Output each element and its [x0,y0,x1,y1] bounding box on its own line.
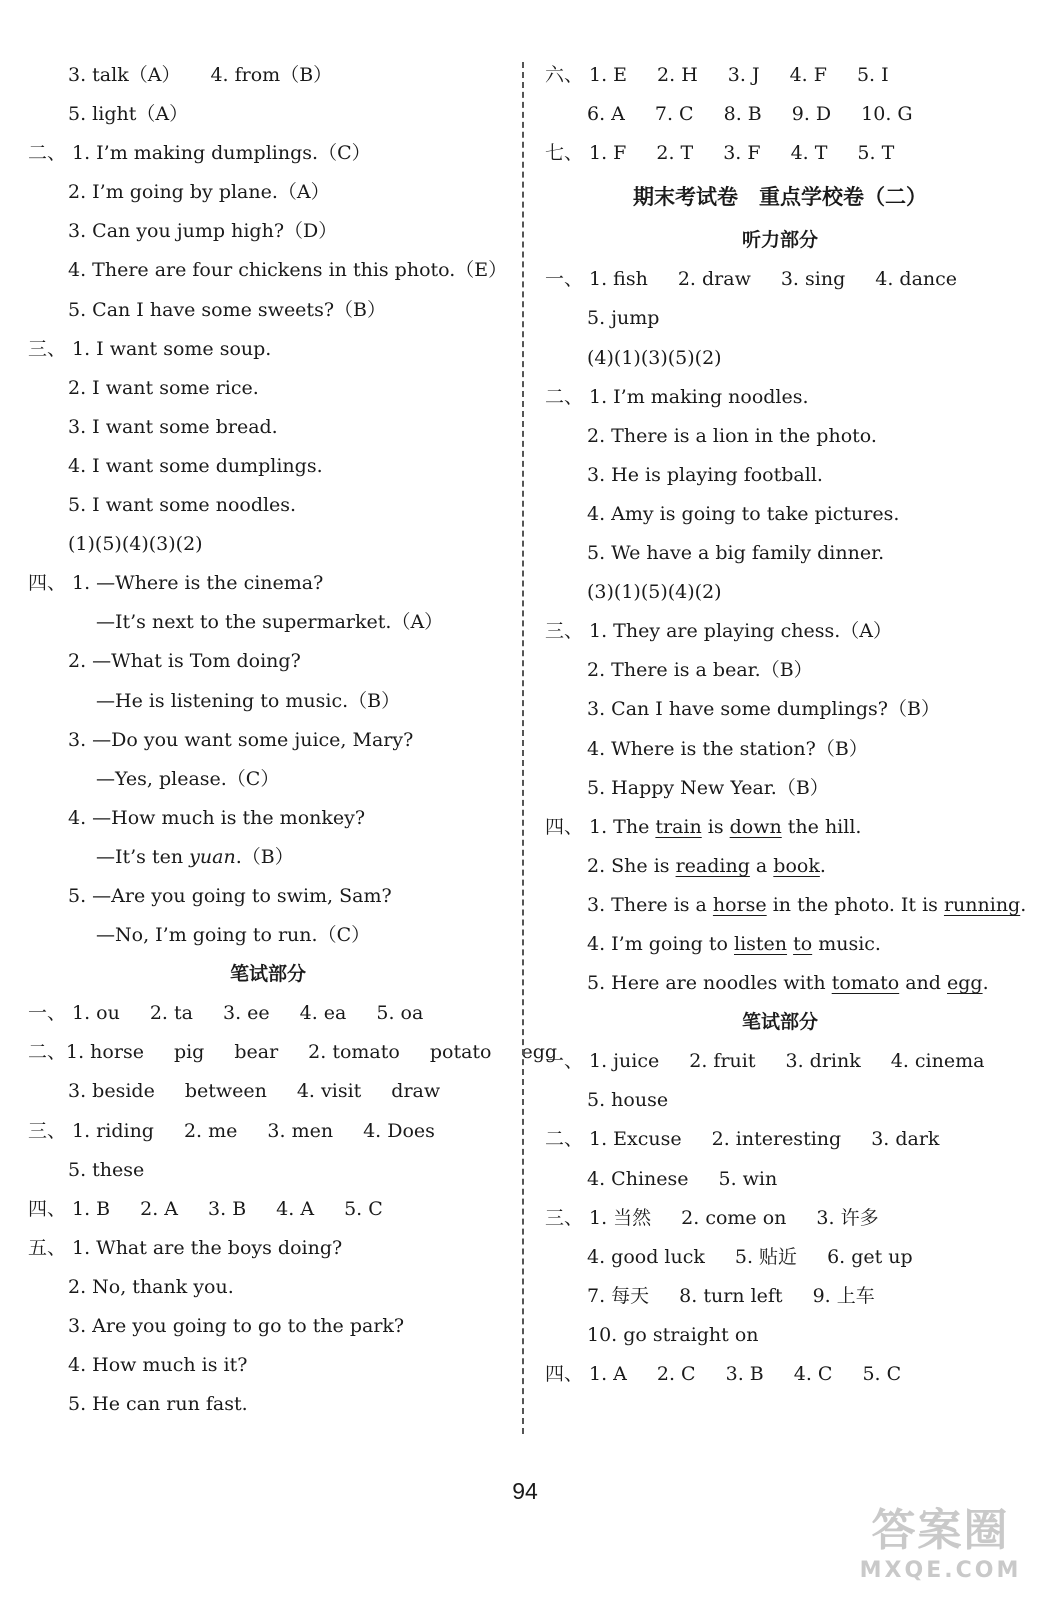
column-divider [522,62,524,1434]
question-number: 三、 [28,337,67,360]
underlined-answer: train [655,815,702,838]
answer-text: 2. She is reading a book. [587,854,826,877]
answer-line [545,769,1015,808]
answer-line [545,299,1015,338]
answer-line [28,877,508,916]
right-column [545,56,1027,1394]
answer-line [28,212,508,251]
answer-line [545,1081,1015,1120]
answer-line [545,456,1015,495]
answer-cell: 2. tomato [308,1041,400,1064]
answer-line [545,56,1015,95]
underlined-answer: reading [675,854,750,877]
answer-cell: 7. 每天 [587,1284,650,1307]
question-number: 五、 [28,1236,67,1259]
answer-line [28,486,508,525]
answer-text: 3. He is playing football. [587,463,823,486]
answer-line [545,690,1015,729]
answer-text: 5. these [68,1158,145,1181]
answer-line [28,408,508,447]
answer-line [545,730,1015,769]
underlined-answer: horse [712,893,767,916]
answer-line [545,1316,1015,1355]
answer-text: 5. Happy New Year.（B） [587,776,829,799]
answer-text: 3. Are you going to go to the park? [68,1315,405,1337]
watermark-logo [843,1504,1038,1592]
answer-text: 5. Here are noodles with tomato and egg. [587,972,989,995]
answer-line [28,799,508,838]
answer-line [28,1190,508,1229]
question-number: 六、 [545,64,584,86]
answer-cell: between [184,1080,267,1103]
answer-cell: 1. F [589,142,627,165]
question-number: 四、 [545,1363,584,1385]
answer-text: 5. house [587,1089,669,1112]
answer-text: 2. There is a bear.（B） [587,659,813,682]
answer-text: (4)(1)(3)(5)(2) [587,346,722,369]
answer-text: 3. —Do you want some juice, Mary? [68,728,414,751]
answer-line [28,1307,508,1346]
answer-line [545,1160,1015,1199]
question-number: 七、 [545,142,584,165]
question-number: 三、 [545,1206,584,1229]
answer-cell: 4. ea [299,1002,347,1025]
answer-text: 5. light（A） [68,103,189,126]
underlined-answer: to [793,932,813,955]
answer-line [28,525,508,564]
answer-line [28,369,508,408]
answer-text: 2. —What is Tom doing? [68,650,301,673]
answer-cell: 1. fish [589,268,648,291]
answer-cell: 1. E [589,64,628,86]
answer-cell: 8. turn left [679,1284,783,1307]
section-heading: 笔试部分 [741,1011,818,1034]
answer-line [28,564,508,603]
answer-cell: 1. B [72,1197,111,1220]
answer-cell: 6. A [587,103,625,126]
question-number: 三、 [545,620,584,643]
answer-cell: 4. good luck [587,1245,705,1268]
answer-line [28,642,508,681]
answer-line [28,721,508,760]
answer-cell: 2. A [140,1197,179,1220]
answer-text: 1. I’m making noodles. [589,385,809,408]
answer-line [545,612,1015,651]
answer-line [28,330,508,369]
answer-line [28,682,508,721]
answer-cell: 2. me [183,1119,238,1142]
answer-line [28,760,508,799]
answer-cell: 1. Excuse [589,1128,682,1151]
answer-line [28,1033,558,1072]
answer-cell: 6. get up [827,1245,913,1268]
answer-text: —It’s ten yuan.（B） [96,845,294,868]
answer-line [28,1346,508,1385]
italic-word: yuan [189,845,236,868]
answer-text: 5. He can run fast. [68,1393,248,1416]
answer-text: 4. —How much is the monkey? [68,806,366,829]
answer-cell: 3. J [727,64,760,86]
answer-text: 3. There is a horse in the photo. It is running. [587,893,1027,916]
answer-text: —It’s next to the supermarket.（A） [96,611,444,634]
answer-text: 3. I want some bread. [68,415,278,438]
answer-cell: 5. I [856,64,889,86]
answer-line [545,925,1015,964]
answer-text: 1. The train is down the hill. [589,815,862,838]
watermark-url: MXQE.COM [859,1558,1022,1583]
answer-line [28,916,508,955]
answer-text: 2. There is a lion in the photo. [587,424,877,447]
answer-line [28,173,508,212]
section-heading: 笔试部分 [229,963,306,986]
answer-cell: 1. ou [72,1002,120,1025]
answer-text: 2. I’m going by plane.（A） [68,181,330,204]
answer-cell: 3. talk（A） [68,64,181,86]
answer-line [545,95,1015,134]
answer-cell: 2. draw [677,268,751,291]
answer-cell: 1. riding [72,1119,154,1142]
answer-cell: 2. T [656,142,694,165]
answer-text: 1. They are playing chess.（A） [589,620,892,643]
answer-line [28,56,508,95]
answer-text: —Yes, please.（C） [96,767,280,790]
underlined-answer: running [943,893,1021,916]
answer-text: 4. I want some dumplings. [68,454,323,477]
answer-text: (3)(1)(5)(4)(2) [587,581,722,604]
answer-cell: 5. oa [376,1002,424,1025]
answer-cell: egg [521,1041,558,1064]
answer-text: 5. We have a big family dinner. [587,542,885,565]
answer-line [28,1268,508,1307]
answer-line [28,447,508,486]
answer-line [545,534,1015,573]
answer-cell: 4. dance [875,268,958,291]
answer-line [545,378,1015,417]
answer-line [545,651,1015,690]
answer-cell: 4. T [790,142,828,165]
answer-cell: 4. A [276,1197,315,1220]
answer-line [545,573,1015,612]
answer-text: 3. Can I have some dumplings?（B） [587,698,940,721]
answer-line [28,1072,508,1111]
answer-text: —No, I’m going to run.（C） [96,924,371,947]
question-number: 三、 [28,1119,67,1142]
answer-text: 4. I’m going to listen to music. [587,932,881,955]
question-number: 二、 [28,142,67,165]
question-number: 二、 [545,1128,584,1151]
question-number: 一、 [28,1002,67,1025]
answer-line [28,95,508,134]
answer-cell: 4. F [789,64,827,86]
answer-cell: 1. horse [66,1041,144,1064]
answer-line [545,1238,1015,1277]
answer-cell: 2. fruit [689,1050,756,1073]
answer-line [28,838,508,877]
answer-line [28,291,508,330]
answer-cell: 10. G [861,103,913,126]
answer-cell: 9. D [791,103,832,126]
answer-text: 4. How much is it? [68,1354,248,1377]
underlined-answer: book [773,854,820,877]
answer-cell: 5. win [718,1167,778,1190]
answer-line [545,495,1015,534]
answer-text: 3. Can you jump high?（D） [68,220,338,243]
answer-line [28,134,508,173]
answer-cell: 4. cinema [890,1050,985,1073]
answer-line [545,134,1015,173]
answer-cell: 3. ee [222,1002,270,1025]
answer-text: 1. What are the boys doing? [72,1236,343,1259]
answer-cell: 1. 当然 [589,1206,652,1229]
answer-cell: 2. C [656,1363,696,1385]
answer-line [28,1385,508,1424]
answer-cell: 3. B [725,1363,764,1385]
answer-text: 5. —Are you going to swim, Sam? [68,884,392,907]
answer-line [545,339,1015,378]
answer-text: 1. —Where is the cinema? [72,572,324,595]
answer-text: 5. I want some noodles. [68,494,297,517]
answer-text: 1. I’m making dumplings.（C） [72,142,371,165]
question-number: 四、 [28,572,67,595]
exam-title: 期末考试卷 重点学校卷（二） [633,185,927,210]
answer-cell: 1. A [589,1363,627,1385]
underlined-answer: egg [947,972,983,995]
underlined-answer: tomato [831,972,900,995]
answer-cell: 2. ta [149,1002,193,1025]
answer-cell: draw [391,1080,441,1103]
answer-line [28,603,508,642]
question-number: 二、 [28,1041,67,1064]
question-number: 二、 [545,385,584,408]
answer-line [545,417,1015,456]
answer-line [545,964,1015,1003]
answer-cell: 3. sing [780,268,846,291]
section-heading: 听力部分 [741,229,818,252]
answer-cell: 3. 许多 [816,1206,879,1229]
answer-cell: 7. C [654,103,694,126]
question-number: 一、 [545,1050,584,1073]
question-number: 四、 [28,1197,67,1220]
answer-cell: 4. visit [296,1080,362,1103]
answer-cell: 1. juice [589,1050,660,1073]
answer-line [28,251,508,290]
left-column [28,56,558,1424]
answer-text: 5. Can I have some sweets?（B） [68,298,386,321]
answer-cell: 5. C [862,1363,902,1385]
answer-line [28,994,508,1033]
underlined-answer: listen [734,932,788,955]
answer-line [545,886,1027,925]
answer-cell: pig [173,1041,205,1064]
answer-cell: potato [429,1041,492,1064]
answer-cell: 5. 贴近 [734,1245,798,1268]
answer-cell: 9. 上车 [812,1284,875,1307]
answer-text: 1. I want some soup. [72,337,272,360]
answer-text: 4. Where is the station?（B） [587,737,868,760]
answer-cell: 4. C [793,1363,833,1385]
answer-cell: 8. B [723,103,762,126]
answer-text: 10. go straight on [587,1323,759,1346]
page-number: 94 [512,1478,538,1504]
answer-text: —He is listening to music.（B） [96,689,401,712]
answer-line [28,1112,508,1151]
answer-text: 4. Amy is going to take pictures. [587,502,900,525]
answer-cell: 4. Does [363,1119,435,1142]
answer-cell: 2. interesting [711,1128,842,1151]
answer-cell: 5. T [857,142,895,165]
answer-line [545,808,1015,847]
watermark-title: 答案圈 [871,1505,1010,1556]
answer-cell: 3. B [208,1197,247,1220]
answer-line [545,1277,1015,1316]
question-number: 四、 [545,815,584,838]
answer-line [545,847,1015,886]
answer-text: 4. There are four chickens in this photo.（E） [68,259,508,282]
answer-cell: 3. beside [68,1080,155,1103]
answer-cell: 2. H [657,64,698,86]
answer-cell: 2. come on [681,1206,787,1229]
answer-cell: bear [234,1041,279,1064]
answer-cell: 3. F [723,142,761,165]
answer-cell: 3. men [267,1119,334,1142]
answer-cell: 5. C [344,1197,383,1220]
answer-text: 2. I want some rice. [68,376,259,399]
answer-line [28,1151,508,1190]
answer-cell: 4. Chinese [587,1167,689,1190]
answer-cell: 3. drink [785,1050,861,1073]
question-number: 一、 [545,268,584,291]
answer-line [545,1120,1015,1159]
answer-line [28,1229,508,1268]
answer-text: (1)(5)(4)(3)(2) [68,533,203,556]
answer-line [545,1199,1015,1238]
answer-cell: 4. from（B） [210,64,333,86]
answer-line [545,260,1015,299]
answer-text: 5. jump [587,307,660,330]
answer-text: 2. No, thank you. [68,1275,234,1298]
answer-line [545,1042,1015,1081]
underlined-answer: down [729,815,782,838]
answer-line [545,1355,1015,1394]
answer-cell: 3. dark [871,1128,940,1151]
